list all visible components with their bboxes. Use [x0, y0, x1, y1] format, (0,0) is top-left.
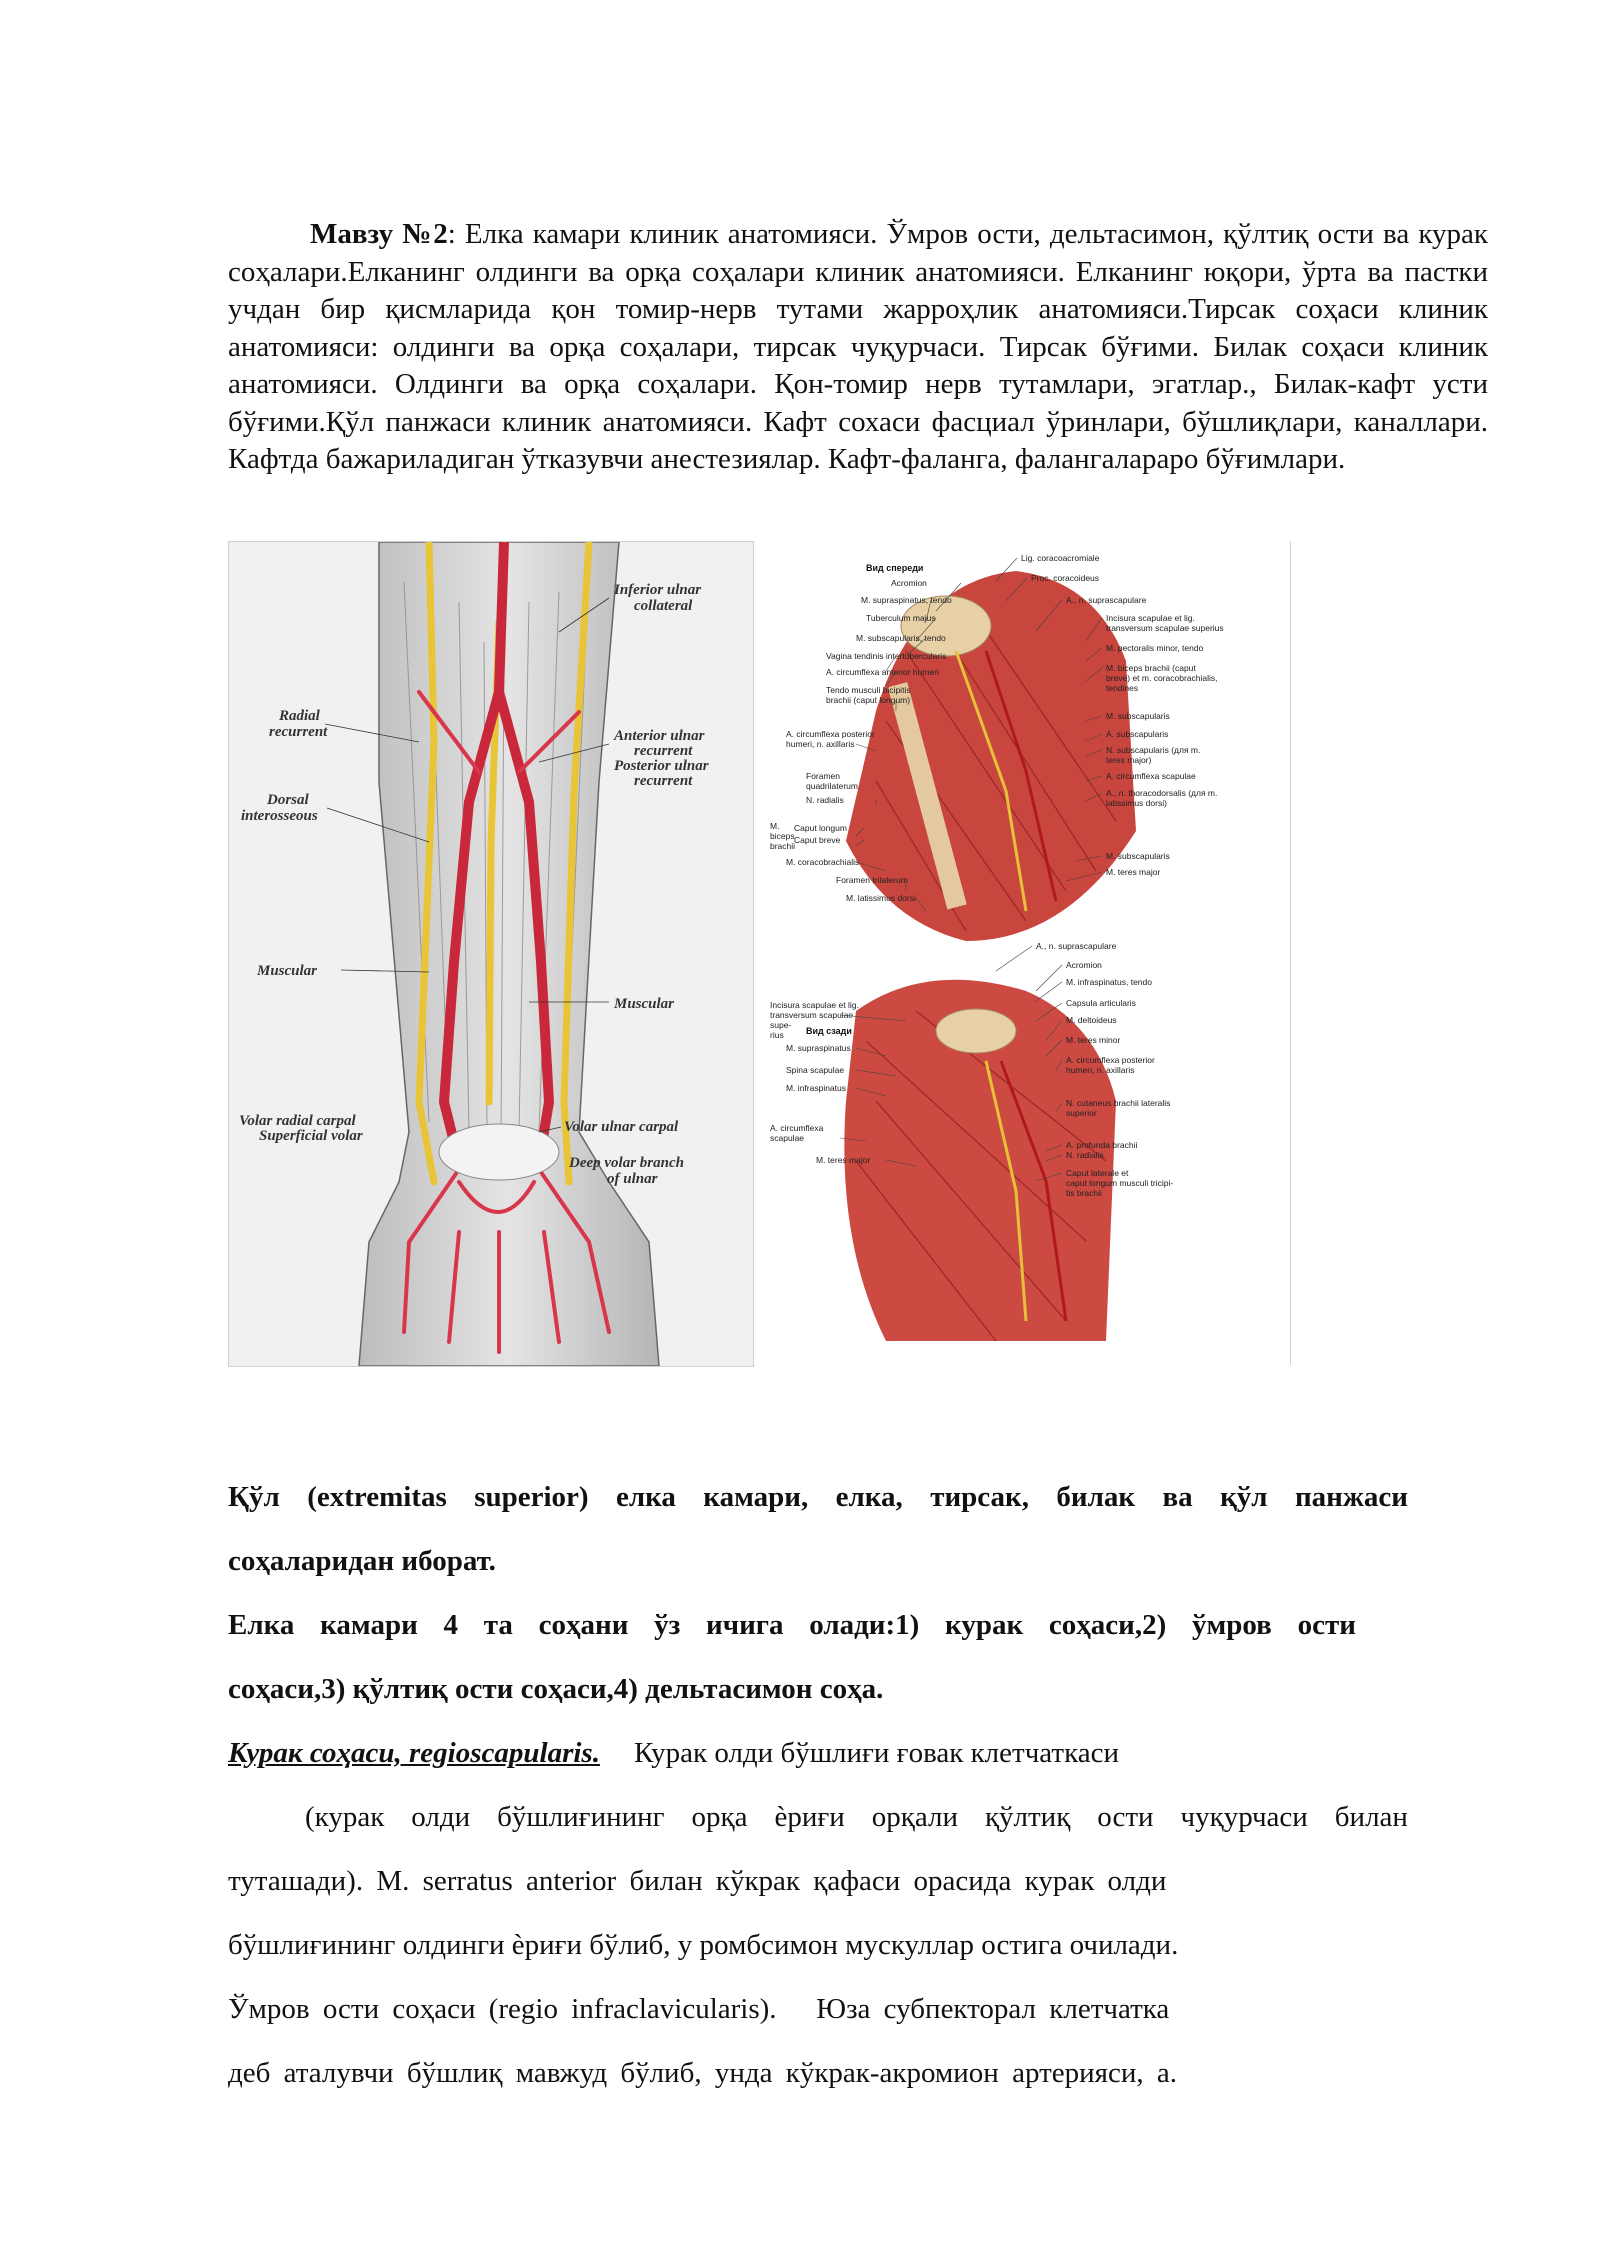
word: superior) [474, 1481, 589, 1513]
anatomy-label: Acromion [891, 578, 927, 588]
anatomy-label: M. teres major [1106, 867, 1161, 877]
word: (extremitas [307, 1481, 447, 1513]
anatomy-label: M. supraspinatus, tendo [861, 595, 952, 605]
anatomy-label: Foramen [806, 771, 841, 781]
anatomy-label: M. subscapularis, tendo [856, 633, 946, 643]
anatomy-label: M. teres minor [1066, 1035, 1121, 1045]
intro-paragraph [228, 216, 1488, 479]
anatomy-label: A. circumflexa [770, 1123, 824, 1133]
bold-line-4: соҳаси,3) қўлтиқ ости соҳаси,4) дельтасимон соҳа. [228, 1673, 884, 1705]
anatomy-label: Acromion [1066, 960, 1102, 970]
label-posterior-recurrent: recurrent [634, 773, 693, 789]
anatomy-label: A. circumflexa posterior [1066, 1055, 1155, 1065]
anatomy-label: humeri, n. axillaris [1066, 1065, 1135, 1075]
anatomy-label: brachii [770, 841, 796, 851]
anatomy-label: M. subscapularis [1106, 711, 1170, 721]
anatomy-label: Tendo musculi bicipitis [826, 685, 911, 695]
anatomy-label: N. cutaneus brachii lateralis [1066, 1098, 1171, 1108]
anatomy-label: M. supraspinatus [786, 1043, 851, 1053]
bold-statement-2 [228, 1593, 1408, 1721]
word: елка [615, 1481, 676, 1513]
anatomy-label: scapulae [770, 1133, 805, 1143]
anatomy-label: breve) et m. coracobrachialis, [1106, 673, 1218, 683]
anatomy-label: A. circumflexa posterior [786, 729, 875, 739]
word: камари, [703, 1481, 809, 1513]
label-deep-volar-branch: Deep volar branch [569, 1155, 684, 1171]
word: ѐриғи [774, 1801, 845, 1833]
word: ости [1297, 1609, 1356, 1641]
para-line-1 [305, 1785, 1408, 1849]
anatomy-label: superior [1066, 1108, 1097, 1118]
para-line-4: Ўмров ости соҳаси (regio infraclavicularis). Юза субпекторал клетчатка [228, 1993, 1170, 2025]
anatomy-label: humeri, n. axillaris [786, 739, 855, 749]
anatomy-label: biceps [770, 831, 795, 841]
word: ва [1162, 1481, 1193, 1513]
anatomy-label: A. circumflexa scapulae [1106, 771, 1196, 781]
anatomy-label: M. infraspinatus, tendo [1066, 977, 1152, 987]
anatomy-label: M. coracobrachialis [786, 857, 860, 867]
topic-label: Мавзу №2 [310, 218, 448, 250]
anatomy-label: M. [770, 821, 780, 831]
label-back-view-title: Вид сзади [806, 1026, 852, 1036]
word: Қўл [228, 1481, 280, 1513]
word: та [483, 1609, 513, 1641]
anatomy-label: N. subscapularis (для m. [1106, 745, 1201, 755]
anatomy-label: tis brachii [1066, 1188, 1102, 1198]
anatomy-label: N. radialis [1066, 1150, 1104, 1160]
word: чуқурчаси [1180, 1801, 1308, 1833]
word: 4 [443, 1609, 459, 1641]
word: тирсак, [930, 1481, 1029, 1513]
word: панжаси [1294, 1481, 1408, 1513]
anatomy-label: Caput breve [794, 835, 841, 845]
bold-line-2: соҳаларидан иборат. [228, 1545, 496, 1577]
anatomy-label: tendines [1106, 683, 1139, 693]
anatomy-label: A. subscapularis [1106, 729, 1169, 739]
forearm-arteries-figure [228, 541, 754, 1367]
label-radial: Radial [279, 708, 320, 724]
anatomy-label: M. teres major [816, 1155, 871, 1165]
word: ичига [706, 1609, 784, 1641]
anatomy-label: A., n. suprascapulare [1036, 941, 1117, 951]
anatomy-label: rius [770, 1030, 784, 1040]
word: соҳани [538, 1609, 629, 1641]
label-inferior-ulnar: Inferior ulnar [614, 582, 702, 598]
anatomy-label: Foramen trilaterum [836, 875, 908, 885]
anatomy-label: Incisura scapulae et lig. [770, 1000, 859, 1010]
anatomy-label: quadrilaterum [806, 781, 858, 791]
anatomy-label: N. radialis [806, 795, 844, 805]
word: камари [320, 1609, 418, 1641]
anatomy-label: teres major) [1106, 755, 1152, 765]
anatomy-label: M. latissimus dorsi [846, 893, 916, 903]
para-line-2: туташади). M. serratus anterior билан кўкрак қафаси орасида курак олди [228, 1865, 1167, 1897]
anatomy-label: Lig. coracoacromiale [1021, 553, 1100, 563]
label-superficial-volar: Superficial volar [259, 1128, 363, 1144]
word: орқа [691, 1801, 748, 1833]
shoulder-back-view [844, 980, 1116, 1341]
label-collateral: collateral [634, 598, 693, 614]
word: курак [945, 1609, 1024, 1641]
word: ўмров [1192, 1609, 1272, 1641]
anatomy-label: latissimus dorsi) [1106, 798, 1167, 808]
anatomy-label: M. pectoralis minor, tendo [1106, 643, 1204, 653]
anatomy-label: Capsula articularis [1066, 998, 1136, 1008]
anatomy-label: Spina scapulae [786, 1065, 845, 1075]
anatomy-label: brachii (caput longum) [826, 695, 911, 705]
word: соҳаси,2) [1048, 1609, 1167, 1641]
anatomy-label: Caput longum [794, 823, 847, 833]
label-radial-recurrent: recurrent [269, 724, 328, 740]
topic-text: : Елка камари клиник анатомияси. Ўмров ости, дельтасимон, қўлтиқ ости ва курак соҳалари.Елканинг олдинги ва орқа соҳалари клиник анатомияси. Елканинг юқори, ўрта ва пастки учдан бир қисмларида қон томир-нерв тутами жарроҳлик анатомияси.Тирсак соҳаси клиник анатомияси: олдинги ва орқа соҳалари, тирсак чуқурчаси. Тирсак бўғими. Билак соҳаси клиник анатомияси. Олдинги ва орқа соҳалари. Қон-томир нерв тутамлари, эгатлар., Билак-кафт усти бўғими.Қўл панжаси клиник анатомияси. Кафт сохаси фасциал ўринлари, бўшлиқлари, каналлари. Кафтда бажариладиган ўтказувчи анестезиялар. Кафт-фаланга, фалангалараро бўғимлари. [228, 218, 1488, 475]
label-of-ulnar: of ulnar [607, 1171, 658, 1187]
anatomy-label: Tuberculum majus [866, 613, 936, 623]
anatomy-label: caput longum musculi tricipi- [1066, 1178, 1174, 1188]
bold-line-3 [228, 1593, 1356, 1657]
word: қўл [1220, 1481, 1268, 1513]
anatomy-label: A., n. suprascapulare [1066, 595, 1147, 605]
anatomy-label: Proc. coracoideus [1031, 573, 1100, 583]
bold-line-1 [228, 1465, 1408, 1529]
anatomy-label: transversum scapulae superius [1106, 623, 1224, 633]
label-volar-radial-carpal: Volar radial carpal [239, 1113, 356, 1129]
anatomy-label: A., n. thoracodorsalis (для m. [1106, 788, 1218, 798]
anatomy-label: Vagina tendinis intertubercularis [826, 651, 947, 661]
word: елка, [835, 1481, 903, 1513]
para-line-3: бўшлиғининг олдинги ѐриғи бўлиб, у ромбсимон мускуллар остига очилади. [228, 1929, 1179, 1961]
label-anterior-recurrent: recurrent [634, 743, 693, 759]
para-line-5: деб аталувчи бўшлиқ мавжуд бўлиб, унда кўкрак-акромион артерияси, а. [228, 2057, 1177, 2089]
anatomy-label: M. biceps brachii (caput [1106, 663, 1196, 673]
shoulder-anatomy-figure [766, 541, 1291, 1365]
label-volar-ulnar-carpal: Volar ulnar carpal [564, 1119, 679, 1135]
label-anterior-ulnar: Anterior ulnar [614, 728, 705, 744]
word: билан [1334, 1801, 1408, 1833]
word: Елка [228, 1609, 295, 1641]
bold-statement-1 [228, 1465, 1408, 1593]
label-front-view-title: Вид спереди [866, 563, 924, 573]
anatomy-label: transversum scapulae [770, 1010, 854, 1020]
word: ости [1097, 1801, 1154, 1833]
anatomy-label: Incisura scapulae et lig. [1106, 613, 1195, 623]
scapular-heading-line [228, 1721, 1408, 1785]
anatomy-label: M. infraspinatus [786, 1083, 846, 1093]
anatomy-label: A. circumflexa anterior humeri [826, 667, 939, 677]
word: олди [411, 1801, 471, 1833]
para-line-1-wrap [305, 1785, 1408, 1849]
label-muscular-right: Muscular [614, 996, 675, 1012]
word: орқали [871, 1801, 958, 1833]
word: олади:1) [809, 1609, 920, 1641]
anatomy-label: A. profunda brachii [1066, 1140, 1138, 1150]
word: билак [1056, 1481, 1136, 1513]
scapular-region-heading[interactable]: Курак соҳаси, regioscapularis. [228, 1737, 600, 1769]
heading-continuation: Курак олди бўшлиғи ғовак клетчаткаси [633, 1737, 1119, 1769]
label-posterior-ulnar: Posterior ulnar [614, 758, 709, 774]
word: (курак [305, 1801, 385, 1833]
word: ўз [654, 1609, 681, 1641]
anatomy-label: M. subscapularis [1106, 851, 1170, 861]
word: бўшлиғининг [497, 1801, 665, 1833]
anatomy-label: supe- [770, 1020, 792, 1030]
label-muscular-left: Muscular [257, 963, 318, 979]
label-dorsal: Dorsal [267, 792, 309, 808]
word: қўлтиқ [984, 1801, 1071, 1833]
anatomy-label: Caput laterale et [1066, 1168, 1129, 1178]
anatomy-label: M. deltoideus [1066, 1015, 1117, 1025]
label-interosseous: interosseous [241, 808, 318, 824]
